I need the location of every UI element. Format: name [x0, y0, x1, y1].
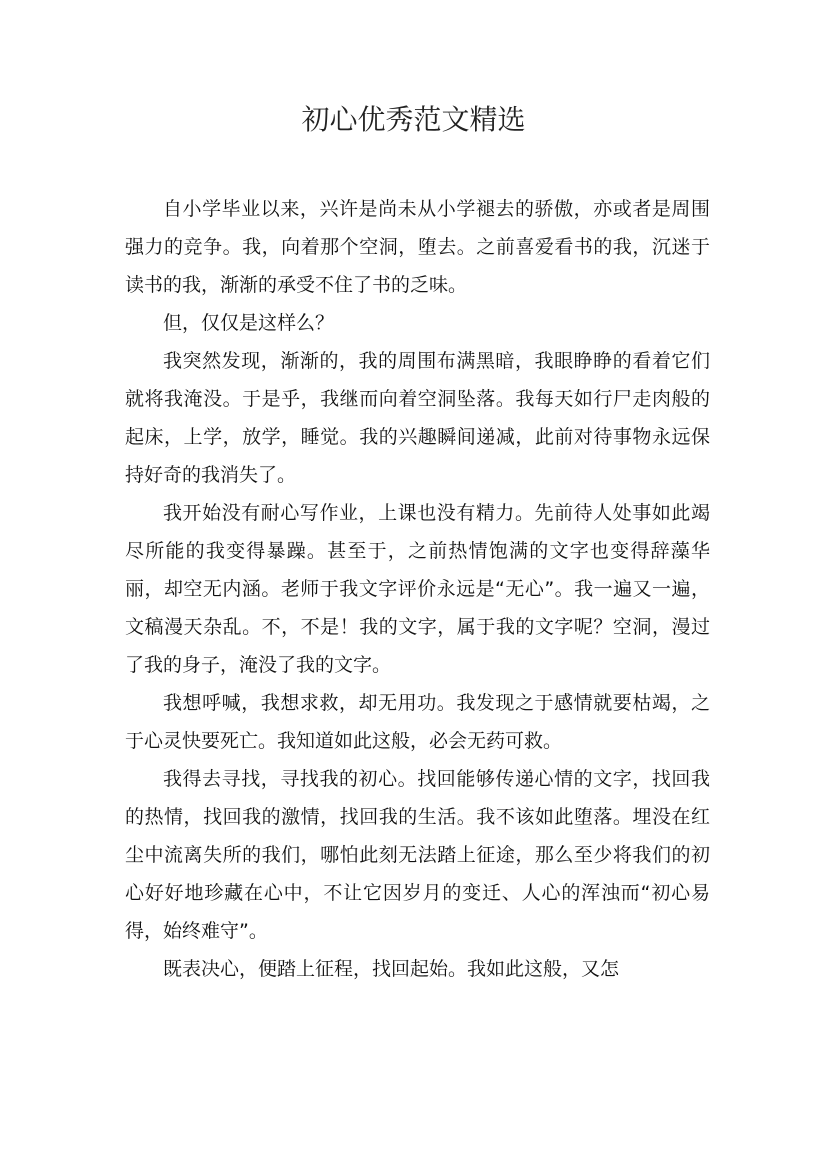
page-title: 初心优秀范文精选	[301, 103, 526, 136]
paragraph: 既表决心，便踏上征程，找回起始。我如此这般，又怎	[163, 958, 620, 980]
paragraph: 自小学毕业以来，兴许是尚未从小学褪去的骄傲，亦或者是周围强力的竞争。我，向着那个空洞，堕去。之前喜爱看书的我，沉迷于读书的我，渐渐的承受不住了书的乏味。	[125, 198, 710, 296]
paragraph: 我想呼喊，我想求救，却无用功。我发现之于感情就要枯竭，之于心灵快要死亡。我知道如此这般，必会无药可救。	[125, 692, 710, 752]
article-body	[125, 190, 710, 988]
paragraph: 我突然发现，渐渐的，我的周围布满黑暗，我眼睁睁的看着它们就将我淹没。于是乎，我继而向着空洞坠落。我每天如行尸走肉般的起床，上学，放学，睡觉。我的兴趣瞬间递减，此前对待事物永远保持好奇的我消失了。	[125, 350, 710, 486]
paragraph: 我开始没有耐心写作业，上课也没有精力。先前待人处事如此竭尽所能的我变得暴躁。甚至于，之前热情饱满的文字也变得辞藻华丽，却空无内涵。老师于我文字评价永远是“无心”。我一遍又一遍，文稿漫天杂乱。不，不是！我的文字，属于我的文字呢？空洞，漫过了我的身子，淹没了我的文字。	[125, 502, 710, 676]
paragraph: 但，仅仅是这样么？	[163, 312, 335, 334]
paragraph: 我得去寻找，寻找我的初心。找回能够传递心情的文字，找回我的热情，找回我的激情，找回我的生活。我不该如此堕落。埋没在红尘中流离失所的我们，哪怕此刻无法踏上征途，那么至少将我们的初心好好地珍藏在心中，不让它因岁月的变迁、人心的浑浊而“初心易得，始终难守”。	[125, 768, 710, 942]
